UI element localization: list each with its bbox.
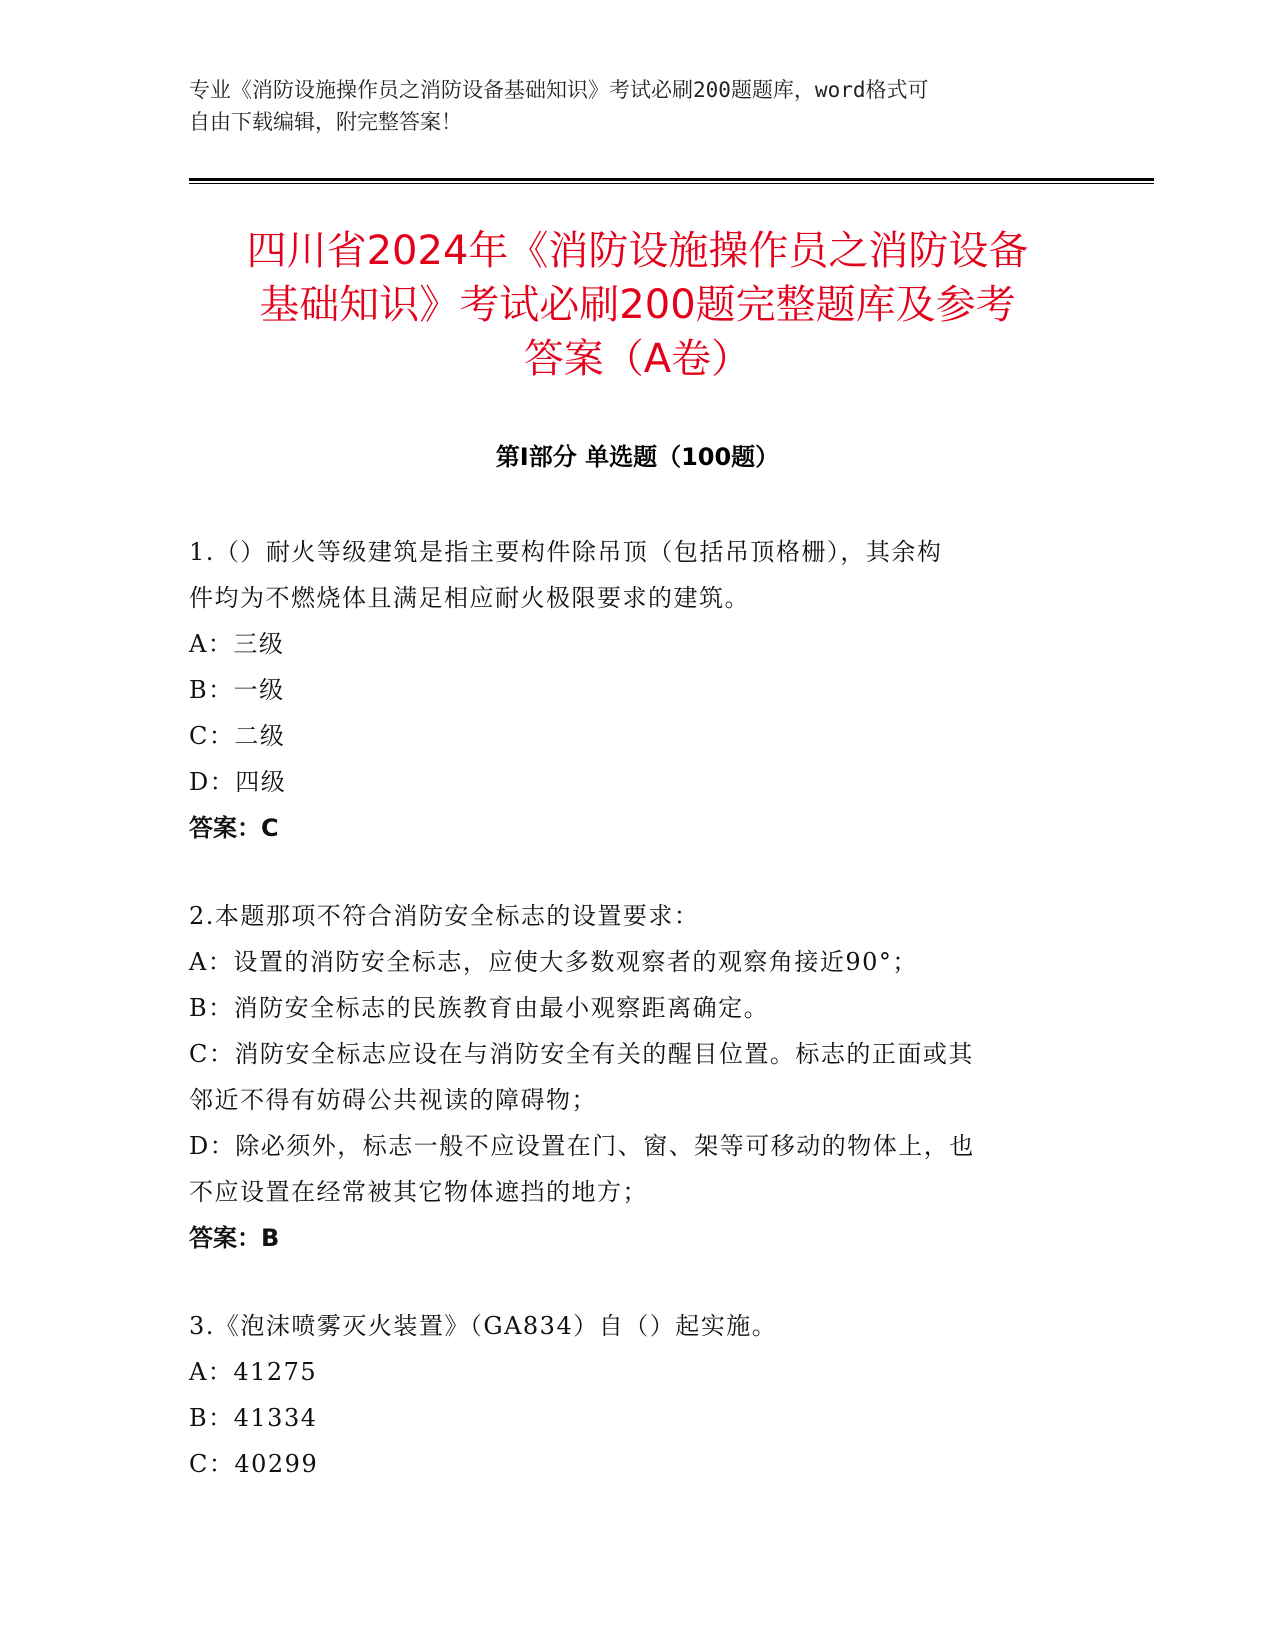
document-title-line-2: 基础知识》考试必刷200题完整题库及参考	[259, 282, 1016, 328]
question-stem: 2.本题那项不符合消防安全标志的设置要求：	[189, 902, 700, 930]
option-c: C：二级	[189, 722, 286, 750]
header-note-line-2: 自由下载编辑，附完整答案！	[189, 110, 462, 134]
question-stem: 1.（）耐火等级建筑是指主要构件除吊顶（包括吊顶格栅），其余构	[189, 538, 943, 566]
option-d: D：四级	[189, 768, 287, 796]
document-title-line-1: 四川省2024年《消防设施操作员之消防设备	[246, 228, 1029, 274]
option-a: A：41275	[189, 1358, 318, 1386]
header-rule-thick	[189, 178, 1154, 181]
question-1	[189, 529, 1069, 851]
section-title: 第Ⅰ部分 单选题（100题）	[495, 443, 780, 471]
option-b: B：一级	[189, 676, 285, 704]
option-c: C：40299	[189, 1450, 319, 1478]
option-b: B：消防安全标志的民族教育由最小观察距离确定。	[189, 994, 770, 1022]
option-d-continued: 不应设置在经常被其它物体遮挡的地方；	[189, 1178, 648, 1206]
document-title	[170, 224, 1105, 386]
question-list	[189, 529, 1069, 1529]
question-stem: 件均为不燃烧体且满足相应耐火极限要求的建筑。	[189, 584, 750, 612]
header-note	[189, 74, 1089, 138]
option-a: A：三级	[189, 630, 285, 658]
question-2	[189, 893, 1069, 1261]
document-title-line-3: 答案（A卷）	[523, 336, 752, 382]
question-stem: 3.《泡沫喷雾灭火装置》（GA834）自（）起实施。	[189, 1312, 778, 1340]
question-3	[189, 1303, 1069, 1487]
option-b: B：41334	[189, 1404, 318, 1432]
answer: 答案：C	[189, 814, 279, 842]
option-c-continued: 邻近不得有妨碍公共视读的障碍物；	[189, 1086, 597, 1114]
answer: 答案：B	[189, 1224, 280, 1252]
header-rule-thin	[189, 183, 1154, 184]
option-a: A：设置的消防安全标志，应使大多数观察者的观察角接近90°；	[189, 948, 918, 976]
header-note-line-1: 专业《消防设施操作员之消防设备基础知识》考试必刷200题题库，word格式可	[189, 78, 929, 102]
option-c: C：消防安全标志应设在与消防安全有关的醒目位置。标志的正面或其	[189, 1040, 974, 1068]
option-d: D：除必须外，标志一般不应设置在门、窗、架等可移动的物体上，也	[189, 1132, 975, 1160]
